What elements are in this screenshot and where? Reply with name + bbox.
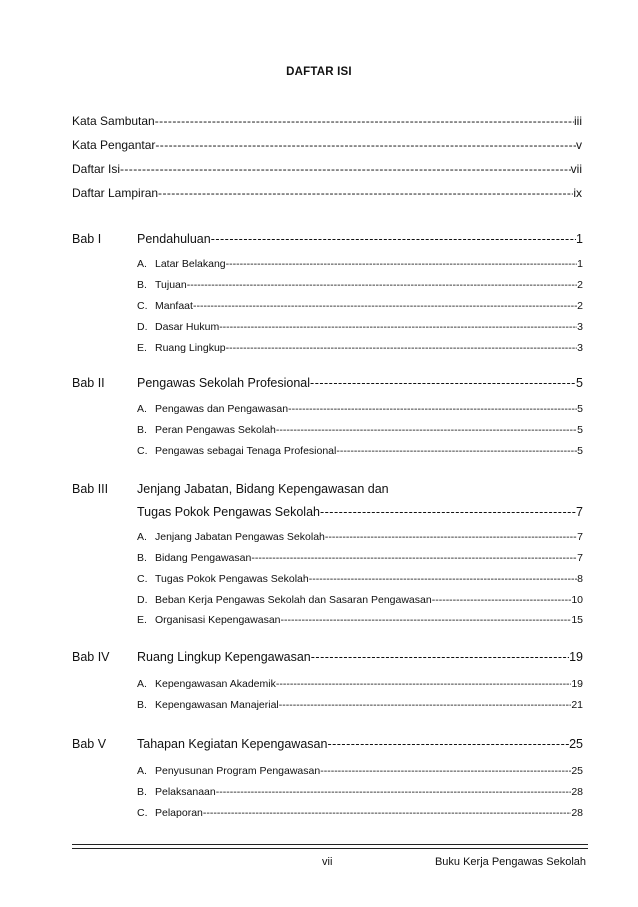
toc-section-entry [137, 279, 583, 291]
toc-entry-label: Pelaporan [155, 807, 203, 819]
toc-dot-leader [226, 258, 578, 270]
toc-entry-label: Manfaat [155, 300, 193, 312]
footer-rule [72, 844, 588, 845]
toc-section-entry [137, 807, 583, 819]
toc-section-entry [137, 614, 583, 626]
toc-dot-leader [311, 650, 569, 664]
chapter-title: Ruang Lingkup Kepengawasan [137, 650, 311, 664]
toc-entry-letter: D. [137, 594, 148, 606]
toc-page-number: 21 [571, 699, 583, 711]
toc-entry-label: Bidang Pengawasan [155, 552, 252, 564]
toc-section-entry [137, 699, 583, 711]
toc-entry-letter: A. [137, 678, 147, 690]
toc-dot-leader [281, 614, 572, 626]
toc-entry-letter: A. [137, 258, 147, 270]
toc-page-number: 5 [576, 376, 583, 390]
toc-page-number: 19 [571, 678, 583, 690]
toc-page-number: 1 [577, 258, 583, 270]
chapter-title: Tahapan Kegiatan Kepengawasan [137, 737, 328, 751]
toc-entry-letter: E. [137, 342, 147, 354]
toc-dot-leader [216, 786, 572, 798]
toc-dot-leader [336, 445, 577, 457]
toc-entry-label: Organisasi Kepengawasan [155, 614, 281, 626]
toc-entry-letter: C. [137, 573, 148, 585]
toc-dot-leader [276, 424, 577, 436]
toc-entry-label: Kepengawasan Akademik [155, 678, 276, 690]
toc-entry-label: Peran Pengawas Sekolah [155, 424, 276, 436]
toc-page-number: 7 [577, 531, 583, 543]
toc-page-number: 2 [577, 300, 583, 312]
toc-dot-leader [158, 186, 573, 200]
toc-preface-entry [72, 138, 582, 152]
toc-entry-label: Jenjang Jabatan Pengawas Sekolah [155, 531, 325, 543]
toc-preface-entry [72, 186, 582, 200]
toc-entry-letter: E. [137, 614, 147, 626]
chapter-title-line [137, 482, 583, 496]
toc-dot-leader [211, 232, 576, 246]
toc-page-number: 25 [571, 765, 583, 777]
toc-entry-label: Kata Sambutan [72, 114, 155, 128]
toc-entry-letter: A. [137, 531, 147, 543]
toc-section-entry [137, 445, 583, 457]
toc-dot-leader [327, 737, 569, 751]
toc-section-entry [137, 594, 583, 606]
chapter-title: Pendahuluan [137, 232, 211, 246]
toc-section-entry [137, 678, 583, 690]
toc-section-entry [137, 786, 583, 798]
toc-dot-leader [226, 342, 578, 354]
toc-entry-label: Daftar Isi [72, 162, 121, 176]
footer-book-title: Buku Kerja Pengawas Sekolah [434, 856, 586, 868]
toc-entry-label: Daftar Lampiran [72, 186, 159, 200]
chapter-title: Jenjang Jabatan, Bidang Kepengawasan dan [137, 482, 389, 496]
toc-page-number: 3 [577, 321, 583, 333]
toc-dot-leader [251, 552, 577, 564]
toc-section-entry [137, 552, 583, 564]
toc-entry-letter: B. [137, 552, 147, 564]
toc-dot-leader [120, 162, 571, 176]
toc-entry-label: Pelaksanaan [155, 786, 216, 798]
chapter-title-line [137, 737, 583, 751]
toc-section-entry [137, 321, 583, 333]
chapter-label: Bab III [72, 482, 109, 496]
toc-page-number: iii [574, 114, 582, 128]
toc-section-entry [137, 573, 583, 585]
toc-dot-leader [276, 678, 571, 690]
toc-dot-leader [187, 279, 577, 291]
chapter-title-line [137, 376, 583, 390]
toc-dot-leader [219, 321, 577, 333]
toc-entry-label: Kata Pengantar [72, 138, 156, 152]
toc-page-number: 8 [577, 573, 583, 585]
chapter-label: Bab II [72, 376, 105, 390]
toc-page-number: vii [570, 162, 582, 176]
toc-page-number: v [576, 138, 582, 152]
chapter-label: Bab IV [72, 650, 110, 664]
toc-section-entry [137, 300, 583, 312]
toc-dot-leader [155, 114, 574, 128]
toc-page-number: ix [573, 186, 582, 200]
toc-page-number: 3 [577, 342, 583, 354]
toc-page-number: 25 [569, 737, 583, 751]
toc-dot-leader [203, 807, 571, 819]
toc-entry-letter: C. [137, 807, 148, 819]
toc-dot-leader [325, 531, 577, 543]
toc-section-entry [137, 531, 583, 543]
toc-section-entry [137, 424, 583, 436]
toc-entry-label: Pengawas sebagai Tenaga Profesional [155, 445, 337, 457]
chapter-title-line [137, 650, 583, 664]
toc-entry-label: Tugas Pokok Pengawas Sekolah [155, 573, 309, 585]
toc-entry-letter: A. [137, 765, 147, 777]
footer-page-number: vii [322, 856, 333, 868]
toc-entry-label: Beban Kerja Pengawas Sekolah dan Sasaran Pengawasan [155, 594, 432, 606]
toc-page-number: 28 [571, 807, 583, 819]
toc-section-entry [137, 403, 583, 415]
toc-entry-label: Pengawas dan Pengawasan [155, 403, 289, 415]
page-title: DAFTAR ISI [286, 66, 352, 78]
toc-entry-label: Ruang Lingkup [155, 342, 226, 354]
toc-preface-entry [72, 162, 582, 176]
toc-entry-label: Dasar Hukum [155, 321, 220, 333]
toc-dot-leader [309, 573, 577, 585]
toc-section-entry [137, 765, 583, 777]
toc-page-number: 5 [577, 424, 583, 436]
toc-page-number: 28 [571, 786, 583, 798]
chapter-title: Tugas Pokok Pengawas Sekolah [137, 505, 320, 519]
chapter-title: Pengawas Sekolah Profesional [137, 376, 311, 390]
toc-entry-letter: B. [137, 786, 147, 798]
toc-dot-leader [279, 699, 572, 711]
toc-section-entry [137, 258, 583, 270]
toc-entry-label: Latar Belakang [155, 258, 226, 270]
toc-entry-letter: B. [137, 424, 147, 436]
toc-dot-leader [310, 376, 576, 390]
toc-dot-leader [288, 403, 577, 415]
chapter-title-line [137, 505, 583, 519]
toc-dot-leader [320, 505, 576, 519]
toc-dot-leader [155, 138, 576, 152]
chapter-label: Bab V [72, 737, 107, 751]
toc-page-number: 10 [571, 594, 583, 606]
toc-page-number: 15 [571, 614, 583, 626]
toc-dot-leader [320, 765, 571, 777]
footer-rule-thin [72, 848, 588, 849]
toc-page-number: 2 [577, 279, 583, 291]
toc-section-entry [137, 342, 583, 354]
toc-entry-label: Penyusunan Program Pengawasan [155, 765, 321, 777]
toc-page-number: 5 [577, 445, 583, 457]
toc-page-number: 7 [576, 505, 583, 519]
toc-entry-label: Tujuan [155, 279, 187, 291]
toc-entry-letter: A. [137, 403, 147, 415]
toc-entry-label: Kepengawasan Manajerial [155, 699, 279, 711]
chapter-title-line [137, 232, 583, 246]
toc-page-number: 19 [569, 650, 583, 664]
toc-page-number: 7 [577, 552, 583, 564]
toc-page-number: 1 [576, 232, 583, 246]
toc-dot-leader [432, 594, 572, 606]
toc-dot-leader [193, 300, 577, 312]
chapter-label: Bab I [72, 232, 102, 246]
toc-entry-letter: B. [137, 279, 147, 291]
toc-entry-letter: D. [137, 321, 148, 333]
toc-preface-entry [72, 114, 582, 128]
toc-entry-letter: C. [137, 300, 148, 312]
toc-entry-letter: C. [137, 445, 148, 457]
toc-page-number: 5 [577, 403, 583, 415]
toc-entry-letter: B. [137, 699, 147, 711]
